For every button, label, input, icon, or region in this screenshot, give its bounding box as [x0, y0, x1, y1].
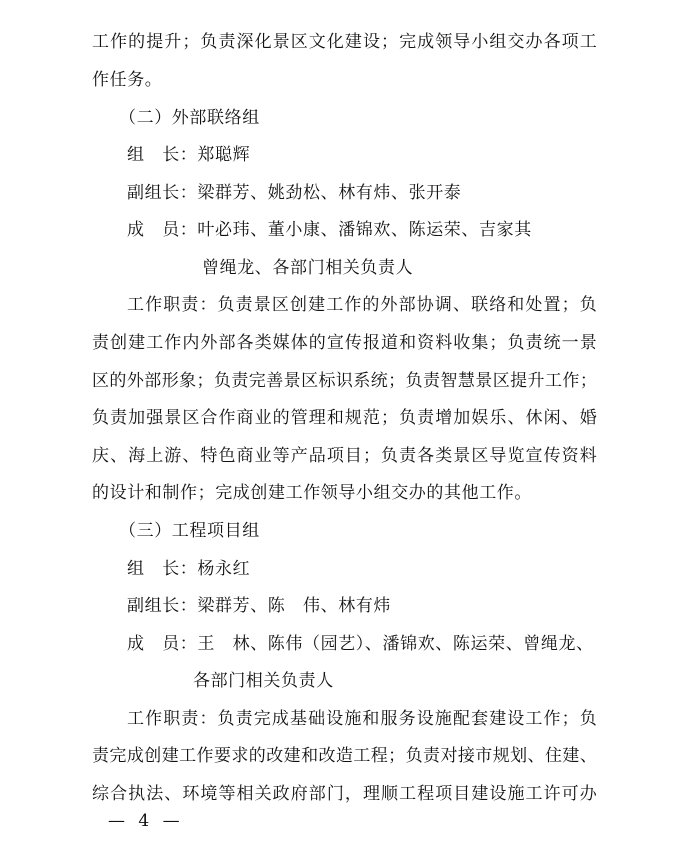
members-line: 成 员：叶必玮、董小康、潘锦欢、陈运荣、吉家其	[127, 220, 532, 240]
duties-text-line: 责 完 成 创 建 工 作 要 求 的 改 建 和 改 造 工 程 ； 负 责 对 接 市 规 划 、 住 建 、	[92, 746, 597, 766]
group-leader-line: 组 长：郑聪辉	[127, 145, 251, 165]
members-line: 成 员：王 林、陈伟（园艺）、潘锦欢、陈运荣、曾绳龙、	[127, 634, 594, 654]
group-leader-line: 组 长：杨永红	[127, 559, 251, 579]
duties-text-line: 负 责 加 强 景 区 合 作 商 业 的 管 理 和 规 范 ； 负 责 增 加 娱 乐 、 休 闲 、 婚	[92, 408, 597, 428]
members-line-continued: 各部门相关负责人	[193, 671, 334, 691]
duties-text-line: 综 合 执 法 、 环 境 等 相 关 政 府 部 门 ， 理 顺 工 程 项 目 建 设 施 工 许 可 办	[92, 784, 597, 804]
page-number: — 4 —	[108, 811, 184, 831]
section-heading-external-liaison: （二）外部联络组	[119, 108, 260, 128]
duties-text-line: 责 创 建 工 作 内 外 部 各 类 媒 体 的 宣 传 报 道 和 资 料 收 集 ； 负 责 统 一 景	[92, 333, 597, 353]
duties-text-line: 工 作 职 责 ： 负 责 完 成 基 础 设 施 和 服 务 设 施 配 套 建 设 工 作 ； 负	[127, 709, 597, 729]
body-text-line: 工 作 的 提 升 ； 负 责 深 化 景 区 文 化 建 设 ； 完 成 领 导 小 组 交 办 各 项 工	[92, 32, 597, 52]
duties-text-line: 工 作 职 责 ： 负 责 景 区 创 建 工 作 的 外 部 协 调 、 联 络 和 处 置 ； 负	[127, 295, 597, 315]
duties-text-line: 的设计和制作；完成创建工作领导小组交办的其他工作。	[92, 483, 532, 503]
duties-text-line: 庆 、 海 上 游 、 特 色 商 业 等 产 品 项 目 ； 负 责 各 类 景 区 导 览 宣 传 资 料	[92, 446, 597, 466]
duties-text-line: 区 的 外 部 形 象 ； 负 责 完 善 景 区 标 识 系 统 ； 负 责 智 慧 景 区 提 升 工 作 ；	[92, 371, 597, 391]
deputy-leader-line: 副组长：梁群芳、陈 伟、林有炜	[127, 596, 391, 616]
members-line-continued: 曾绳龙、各部门相关负责人	[202, 258, 414, 278]
section-heading-engineering-projects: （三）工程项目组	[119, 521, 260, 541]
body-text-line: 作任务。	[92, 70, 163, 90]
deputy-leader-line: 副组长：梁群芳、姚劲松、林有炜、张开泰	[127, 183, 462, 203]
